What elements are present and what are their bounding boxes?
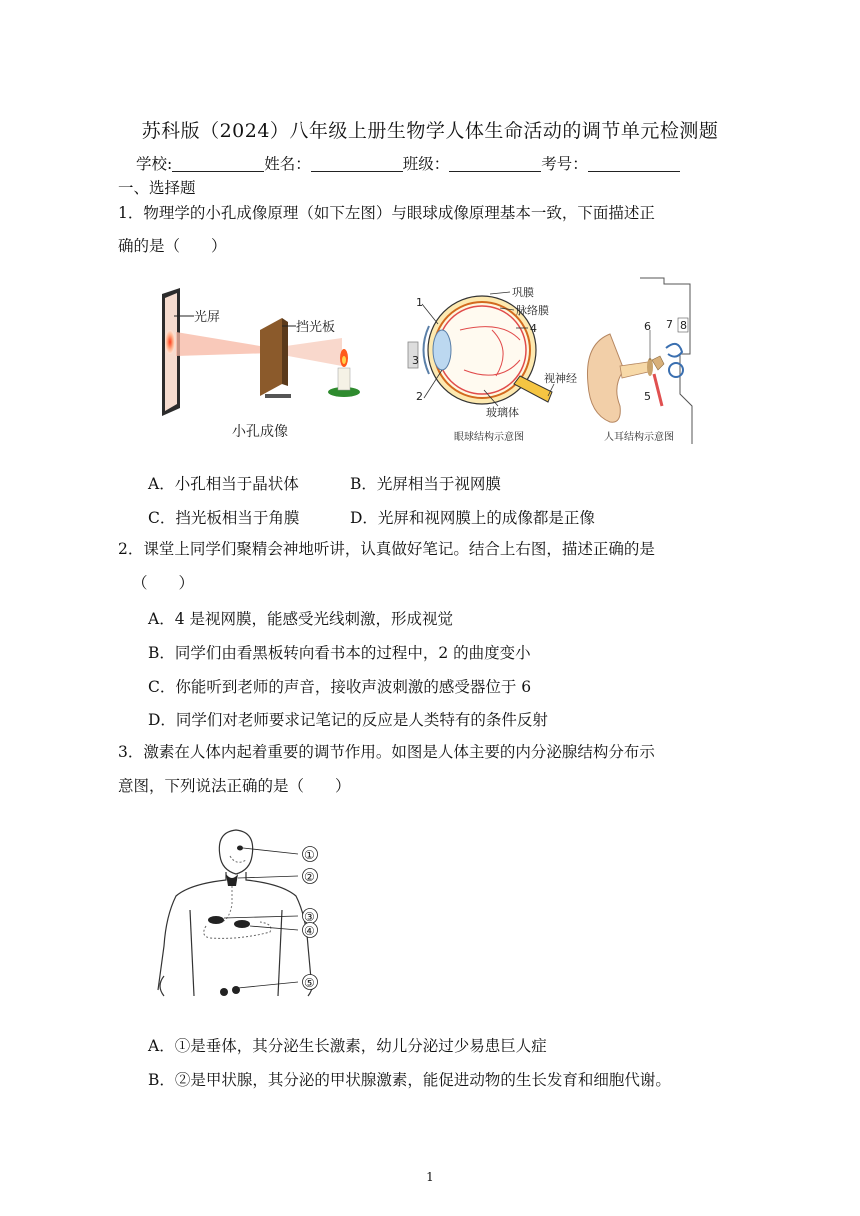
school-label: 学校: <box>136 155 173 173</box>
q2-stem-line2: （ ） <box>132 574 195 592</box>
q1-option-b[interactable]: B．光屏相当于视网膜 <box>350 475 501 493</box>
pituitary-gland <box>237 846 243 851</box>
ear-caption: 人耳结构示意图 <box>604 432 674 443</box>
label-3: 3 <box>412 354 419 367</box>
thyroid-gland <box>226 874 238 886</box>
cochlea <box>669 363 683 377</box>
q3-stem-line1: 3．激素在人体内起着重要的调节作用。如图是人体主要的内分泌腺结构分布示 <box>118 743 655 761</box>
adrenal-gland <box>208 916 224 924</box>
body-outline <box>158 830 312 996</box>
label-optic-nerve: 视神经 <box>544 372 577 385</box>
q1-option-d[interactable]: D．光屏和视网膜上的成像都是正像 <box>350 509 595 527</box>
inverted-image <box>165 330 175 354</box>
exam-blank[interactable] <box>588 155 680 172</box>
q2-option-c[interactable]: C．你能听到老师的声音，接收声波刺激的感受器位于 6 <box>148 678 532 696</box>
label-8: 8 <box>680 319 687 332</box>
label-6: 6 <box>644 320 651 333</box>
shading-board <box>260 318 282 396</box>
marker-2: ② <box>304 870 315 884</box>
section-title: 一、选择题 <box>118 179 196 197</box>
label-2: 2 <box>416 390 423 403</box>
marker-4: ④ <box>304 924 315 938</box>
q1-option-c[interactable]: C．挡光板相当于角膜 <box>148 509 300 527</box>
label-board: 挡光板 <box>296 320 336 335</box>
ear-structure-figure <box>580 274 712 450</box>
name-blank[interactable] <box>311 155 403 172</box>
page-title: 苏科版（2024）八年级上册生物学人体生命活动的调节单元检测题 <box>141 120 719 142</box>
lens <box>433 330 451 370</box>
auricle <box>587 334 624 422</box>
name-label: 姓名： <box>264 155 311 173</box>
eustachian-tube <box>654 374 662 406</box>
candle <box>338 368 350 390</box>
q2-option-b[interactable]: B．同学们由看黑板转向看书本的过程中，2 的曲度变小 <box>148 644 531 662</box>
eye-caption: 眼球结构示意图 <box>454 432 524 443</box>
semicircular-canals <box>666 344 682 357</box>
gonad-left <box>220 988 228 996</box>
label-4: 4 <box>530 322 537 335</box>
q2-option-a[interactable]: A．4 是视网膜，能感受光线刺激，形成视觉 <box>148 610 453 628</box>
q2-stem-line1: 2．课堂上同学们聚精会神地听讲，认真做好笔记。结合上右图，描述正确的是 <box>118 540 655 558</box>
q1-stem-line2: 确的是（ ） <box>118 237 227 255</box>
class-blank[interactable] <box>449 155 541 172</box>
marker-5: ⑤ <box>304 976 315 990</box>
label-sclera: 巩膜 <box>512 286 534 299</box>
q2-option-d[interactable]: D．同学们对老师要求记笔记的反应是人类特有的条件反射 <box>148 711 548 729</box>
label-vitreous: 玻璃体 <box>486 406 519 419</box>
q3-option-b[interactable]: B．②是甲状腺，其分泌的甲状腺激素，能促进动物的生长发育和细胞代谢。 <box>148 1071 671 1089</box>
endocrine-glands-figure <box>150 826 330 1002</box>
pinhole-imaging-figure <box>132 276 372 446</box>
marker-1: ① <box>304 848 315 862</box>
q3-option-a[interactable]: A．①是垂体，其分泌生长激素，幼儿分泌过少易患巨人症 <box>148 1037 547 1055</box>
gonad-right <box>232 986 240 994</box>
page-number: 1 <box>426 1170 434 1184</box>
ear-canal <box>620 362 648 378</box>
q1-stem-line1: 1．物理学的小孔成像原理（如下左图）与眼球成像原理基本一致，下面描述正 <box>118 204 655 222</box>
label-7: 7 <box>666 318 673 331</box>
exam-label: 考号： <box>541 155 588 173</box>
label-5: 5 <box>644 390 651 403</box>
eye-structure-figure <box>402 280 580 448</box>
label-1: 1 <box>416 296 423 309</box>
school-blank[interactable] <box>172 155 264 172</box>
q1-option-a[interactable]: A．小孔相当于晶状体 <box>148 475 299 493</box>
marker-3: ③ <box>304 910 315 924</box>
pancreas <box>234 920 250 928</box>
ossicles <box>652 356 664 370</box>
label-screen: 光屏 <box>194 310 221 325</box>
student-info-line <box>136 152 680 174</box>
pinhole-caption: 小孔成像 <box>232 424 288 440</box>
class-label: 班级： <box>402 155 450 173</box>
light-cone-left <box>176 332 272 356</box>
q3-stem-line2: 意图，下列说法正确的是（ ） <box>118 777 351 795</box>
label-choroid: 脉络膜 <box>516 304 549 317</box>
